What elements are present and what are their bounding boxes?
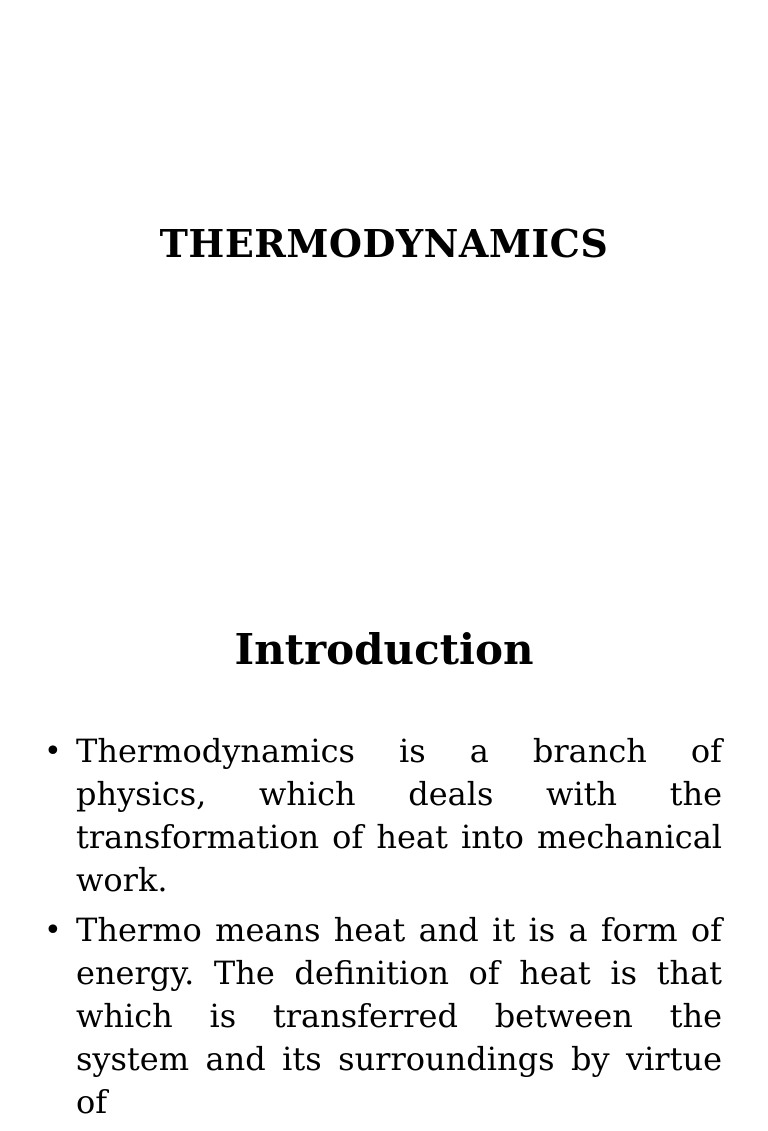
bullet-list — [40, 730, 722, 1131]
bullet-item — [40, 730, 722, 902]
bullet-icon: • — [44, 734, 62, 769]
bullet-icon: • — [44, 913, 62, 948]
bullet-item — [40, 909, 722, 1124]
introduction-slide — [0, 576, 768, 1121]
bullet-text: Thermo means heat and it is a form of energy. The definition of heat is that which is transferred between the system and its surroundings by virtue of — [76, 911, 722, 1121]
slide-heading: Introduction — [234, 625, 534, 674]
bullet-text: Thermodynamics is a branch of physics, which deals with the transformation of heat into mechanical work. — [76, 732, 722, 899]
slide-title: THERMODYNAMICS — [159, 221, 609, 266]
